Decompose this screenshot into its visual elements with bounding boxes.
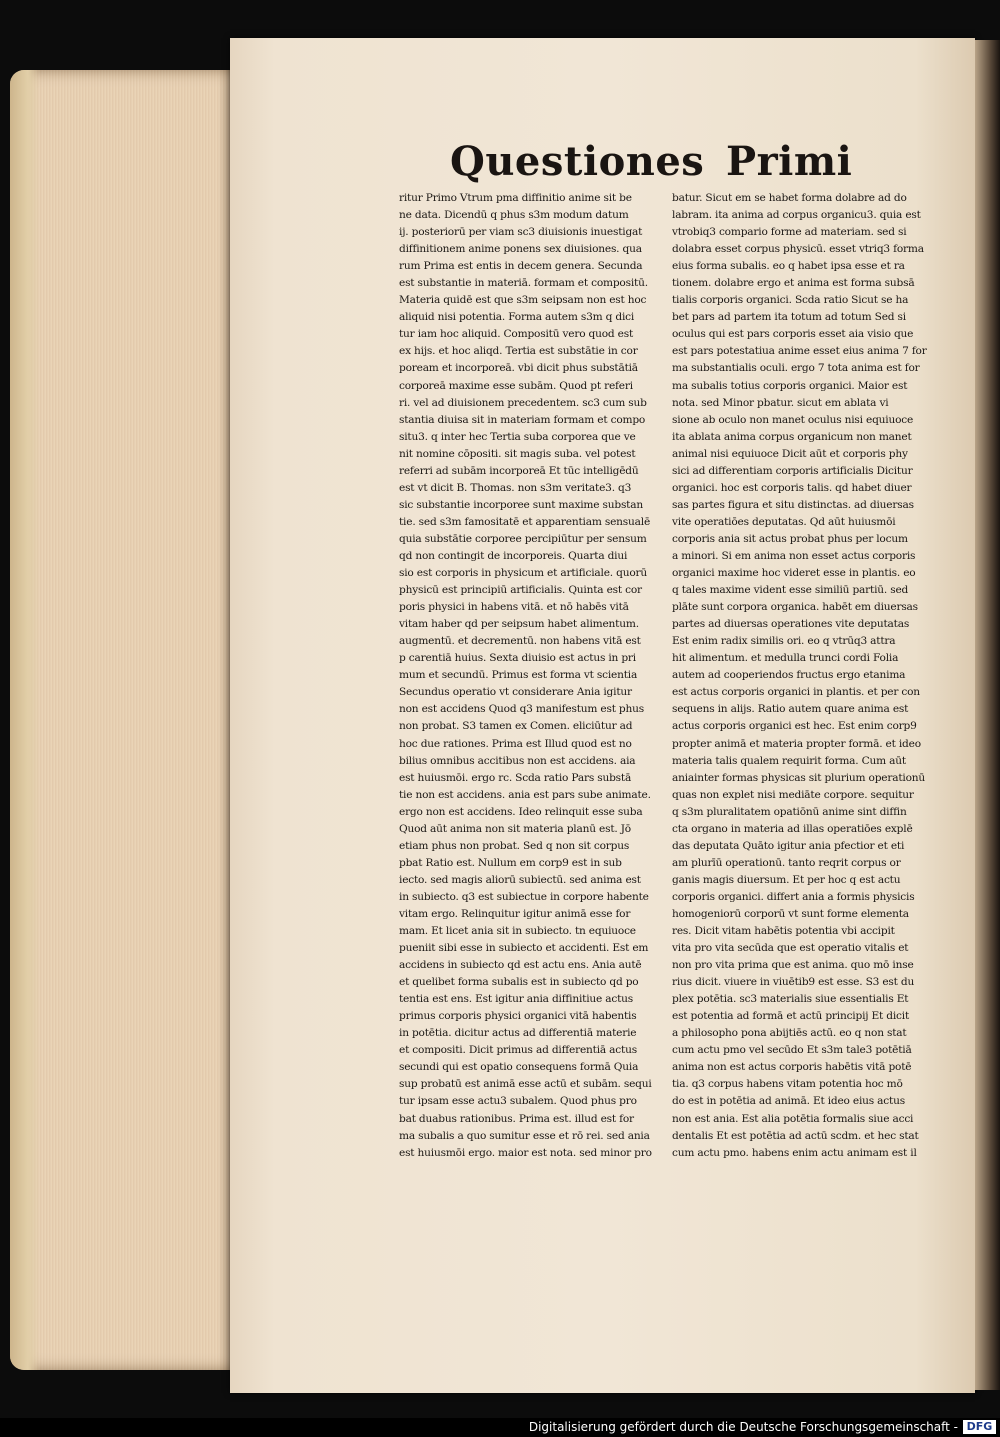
text-line: ex hijs. et hoc aliqd. Tertia est substātie in cor: [399, 345, 638, 358]
text-line: non pro vita prima que est anima. quo mō inse: [672, 959, 914, 972]
text-line: poream et incorporeā. vbi dicit phus substātiā: [399, 362, 638, 375]
text-line: stantia diuisa sit in materiam formam et compo: [399, 413, 646, 426]
text-line: do est in potētia ad animā. Et ideo eius actus: [672, 1095, 905, 1108]
text-line: sequens in alijs. Ratio autem quare anima est: [672, 703, 909, 716]
text-line: ita ablata anima corpus organicum non manet: [672, 430, 912, 443]
text-line: animal nisi equiuoce Dicit aūt et corporis phy: [672, 447, 908, 460]
text-line: oculus qui est pars corporis esset aia visio que: [672, 328, 914, 341]
footer-credit: Digitalisierung gefördert durch die Deutsche Forschungsgemeinschaft -: [528, 1420, 958, 1434]
dfg-logo: DFG: [963, 1420, 996, 1434]
text-line: mum et secundū. Primus est forma vt scientia: [399, 669, 638, 682]
text-line: actus corporis organici est hec. Est enim corp9: [672, 720, 917, 733]
text-line: mam. Et licet ania sit in subiecto. tn equiuoce: [399, 925, 636, 938]
text-line: organici maxime hoc videret esse in plantis. eo: [672, 567, 916, 580]
text-line: vita pro vita secūda que est operatio vitalis et: [672, 942, 909, 955]
text-line: vitam ergo. Relinquitur igitur animā esse for: [399, 907, 631, 920]
text-line: Secundus operatio vt considerare Ania igitur: [399, 686, 632, 699]
text-line: etiam phus non probat. Sed q non sit corpus: [399, 839, 630, 852]
text-line: sio est corporis in physicum et artificiale. quorū: [399, 567, 647, 580]
text-line: sici ad differentiam corporis artificialis Dicitur: [672, 464, 913, 477]
text-line: ma substantialis oculi. ergo 7 tota anima est for: [672, 362, 920, 375]
text-line: et quelibet forma subalis est in subiecto qd po: [399, 976, 639, 989]
text-line: vtrobiq3 compario forme ad materiam. sed si: [672, 226, 907, 239]
left-text-column: [399, 190, 662, 1162]
text-line: materia talis qualem requirit forma. Cum aūt: [672, 754, 906, 767]
text-line: tentia est ens. Est igitur ania diffinitiue actus: [399, 993, 634, 1006]
text-line: ma subalis totius corporis organici. Maior est: [672, 379, 908, 392]
text-line: labram. ita anima ad corpus organicu3. quia est: [672, 209, 921, 222]
text-line: in potētia. dicitur actus ad differentiā materie: [399, 1027, 637, 1040]
text-line: cta organo in materia ad illas operatiōes explē: [672, 822, 913, 835]
text-line: ma subalis a quo sumitur esse et rō rei. sed ania: [399, 1129, 650, 1142]
text-line: referri ad subām incorporeā Et tūc intelligēdū: [399, 464, 639, 477]
text-line: sic substantie incorporee sunt maxime substan: [399, 498, 643, 511]
text-line: sup probatū est animā esse actū et subām. sequi: [399, 1078, 652, 1091]
text-line: das deputata Quāto igitur ania pfectior et eti: [672, 839, 905, 852]
text-line: tionem. dolabre ergo et anima est forma subsā: [672, 277, 915, 290]
text-line: ne data. Dicendū q phus s3m modum datum: [399, 209, 629, 222]
text-line: sas partes figura et situ distinctas. ad diuersas: [672, 498, 914, 511]
text-line: aniainter formas physicas sit plurium operationū: [672, 771, 926, 784]
text-line: propter animā et materia propter formā. et ideo: [672, 737, 921, 750]
text-line: Materia quidē est que s3m seipsam non est hoc: [399, 294, 647, 307]
text-line: est huiusmōi ergo. maior est nota. sed minor pro: [399, 1146, 652, 1159]
text-line: secundi qui est opatio consequens formā Quia: [399, 1061, 639, 1074]
book-gutter: [975, 40, 1000, 1390]
text-line: tie. sed s3m famositatē et apparentiam sensualē: [399, 515, 651, 528]
text-line: batur. Sicut em se habet forma dolabre ad do: [672, 192, 907, 204]
text-line: dentalis Et est potētia ad actū scdm. et hec stat: [672, 1129, 919, 1142]
text-line: situ3. q inter hec Tertia suba corporea que ve: [399, 430, 636, 443]
text-line: ritur Primo Vtrum pma diffinitio anime sit be: [399, 192, 632, 204]
text-line: non est ania. Est alia potētia formalis siue acci: [672, 1112, 914, 1125]
text-line: iecto. sed magis aliorū subiectū. sed anima est: [399, 873, 641, 886]
text-line: poris physici in habens vitā. et nō habēs vitā: [399, 601, 629, 614]
text-line: sione ab oculo non manet oculus nisi equiuoce: [672, 413, 914, 426]
text-line: a minori. Si em anima non esset actus corporis: [672, 549, 916, 562]
text-line: homogeniorū corporū vt sunt forme elementa: [672, 907, 909, 920]
text-line: tur ipsam esse actu3 subalem. Quod phus pro: [399, 1095, 637, 1108]
text-line: vitam haber qd per seipsum habet alimentum.: [399, 618, 639, 631]
text-line: in subiecto. q3 est subiectue in corpore habente: [399, 890, 649, 903]
text-line: corporis ania sit actus probat phus per locum: [672, 532, 908, 545]
text-line: organici. hoc est corporis talis. qd habet diuer: [672, 481, 912, 494]
text-line: anima non est actus corporis habētis vitā potē: [672, 1061, 912, 1074]
text-line: plāte sunt corpora organica. habēt em diuersas: [672, 601, 918, 614]
text-line: diffinitionem anime ponens sex diuisiones. qua: [399, 243, 642, 256]
book-page-edges: [10, 70, 232, 1370]
running-head-right: Primi: [726, 138, 853, 185]
text-line: bat duabus rationibus. Prima est. illud est for: [399, 1112, 634, 1125]
text-line: est huiusmōi. ergo rc. Scda ratio Pars substā: [399, 771, 632, 784]
text-line: tialis corporis organici. Scda ratio Sicut se ha: [672, 294, 909, 307]
footer-bar: [0, 1418, 1000, 1437]
text-line: aliquid nisi potentia. Forma autem s3m q dici: [399, 311, 635, 324]
text-line: dolabra esset corpus physicū. esset vtriq3 forma: [672, 243, 924, 256]
text-line: Quod aūt anima non sit materia planū est. Jō: [399, 822, 631, 835]
text-line: ij. posteriorū per viam sc3 diuisionis inuestigat: [399, 226, 643, 239]
text-line: corporis organici. differt ania a formis physicis: [672, 890, 915, 903]
text-line: res. Dicit vitam habētis potentia vbi accipit: [672, 925, 895, 938]
text-line: a philosopho pona abijtiēs actū. eo q non stat: [672, 1027, 907, 1040]
text-line: bilius omnibus accitibus non est accidens. aia: [399, 754, 636, 767]
text-line: quas non explet nisi mediāte corpore. sequitur: [672, 788, 914, 801]
text-line: ganis magis diuersum. Et per hoc q est actu: [672, 873, 901, 886]
text-line: et compositi. Dicit primus ad differentiā actus: [399, 1044, 637, 1057]
text-line: eius forma subalis. eo q habet ipsa esse et ra: [672, 260, 905, 273]
text-line: p carentiā huius. Sexta diuisio est actus in pri: [399, 652, 636, 665]
text-line: non est accidens Quod q3 manifestum est phus: [399, 703, 644, 716]
text-line: partes ad diuersas operationes vite deputatas: [672, 618, 910, 631]
text-line: q s3m pluralitatem opatiōnū anime sint diffin: [672, 805, 907, 818]
text-line: q tales maxime vident esse similiū partiū. sed: [672, 584, 909, 597]
text-line: pbat Ratio est. Nullum em corp9 est in sub: [399, 856, 622, 869]
text-line: primus corporis physici organici vitā habentis: [399, 1010, 637, 1023]
text-line: accidens in subiecto qd est actu ens. Ania autē: [399, 959, 642, 972]
text-line: est vt dicit B. Thomas. non s3m veritate3. q3: [399, 481, 632, 494]
text-line: ri. vel ad diuisionem precedentem. sc3 cum sub: [399, 396, 647, 409]
text-line: est potentia ad formā et actū principij Et dicit: [672, 1010, 910, 1023]
text-line: qd non contingit de incorporeis. Quarta diui: [399, 549, 628, 562]
text-line: tia. q3 corpus habens vitam potentia hoc mō: [672, 1078, 903, 1091]
text-line: est actus corporis organici in plantis. et per con: [672, 686, 920, 699]
text-line: non probat. S3 tamen ex Comen. eliciūtur ad: [399, 720, 633, 733]
text-line: ergo non est accidens. Ideo relinquit esse suba: [399, 805, 643, 818]
text-line: vite operatiōes deputatas. Qd aūt huiusmōi: [672, 515, 896, 528]
text-line: am plurīū operationū. tanto reqrit corpus or: [672, 856, 901, 869]
text-line: Est enim radix similis ori. eo q vtrūq3 attra: [672, 635, 896, 648]
text-line: autem ad cooperiendos fructus ergo etanima: [672, 669, 906, 682]
text-line: rius dicit. viuere in viuētib9 est esse. S3 est du: [672, 976, 915, 989]
text-line: nit nomine cōpositi. sit magis suba. vel potest: [399, 447, 636, 460]
text-line: physicū est principiū artificialis. Quinta est cor: [399, 584, 642, 597]
text-line: hit alimentum. et medulla trunci cordi Folia: [672, 652, 899, 665]
text-line: hoc due rationes. Prima est Illud quod est no: [399, 737, 632, 750]
text-line: augmentū. et decrementū. non habens vitā est: [399, 635, 641, 648]
right-text-column: [672, 190, 935, 1162]
running-head-left: Questiones: [450, 138, 705, 185]
text-line: bet pars ad partem ita totum ad totum Sed si: [672, 311, 906, 324]
text-line: tur iam hoc aliquid. Compositū vero quod est: [399, 328, 634, 341]
text-line: tie non est accidens. ania est pars sube animate.: [399, 788, 651, 801]
text-line: cum actu pmo. habens enim actu animam est il: [672, 1146, 917, 1159]
text-line: est substantie in materiā. formam et compositū.: [399, 277, 648, 290]
text-line: est pars potestatiua anime esset eius anima 7 for: [672, 345, 927, 358]
text-line: quia substātie corporee percipiūtur per sensum: [399, 532, 647, 545]
text-line: pueniit sibi esse in subiecto et accidenti. Est em: [399, 942, 649, 955]
text-line: corporeā maxime esse subām. Quod pt referi: [399, 379, 633, 392]
text-line: plex potētia. sc3 materialis siue essentialis Et: [672, 993, 909, 1006]
text-line: rum Prima est entis in decem genera. Secunda: [399, 260, 643, 273]
text-line: nota. sed Minor pbatur. sicut em ablata vi: [672, 396, 889, 409]
text-line: cum actu pmo vel secūdo Et s3m tale3 potētiā: [672, 1044, 912, 1057]
